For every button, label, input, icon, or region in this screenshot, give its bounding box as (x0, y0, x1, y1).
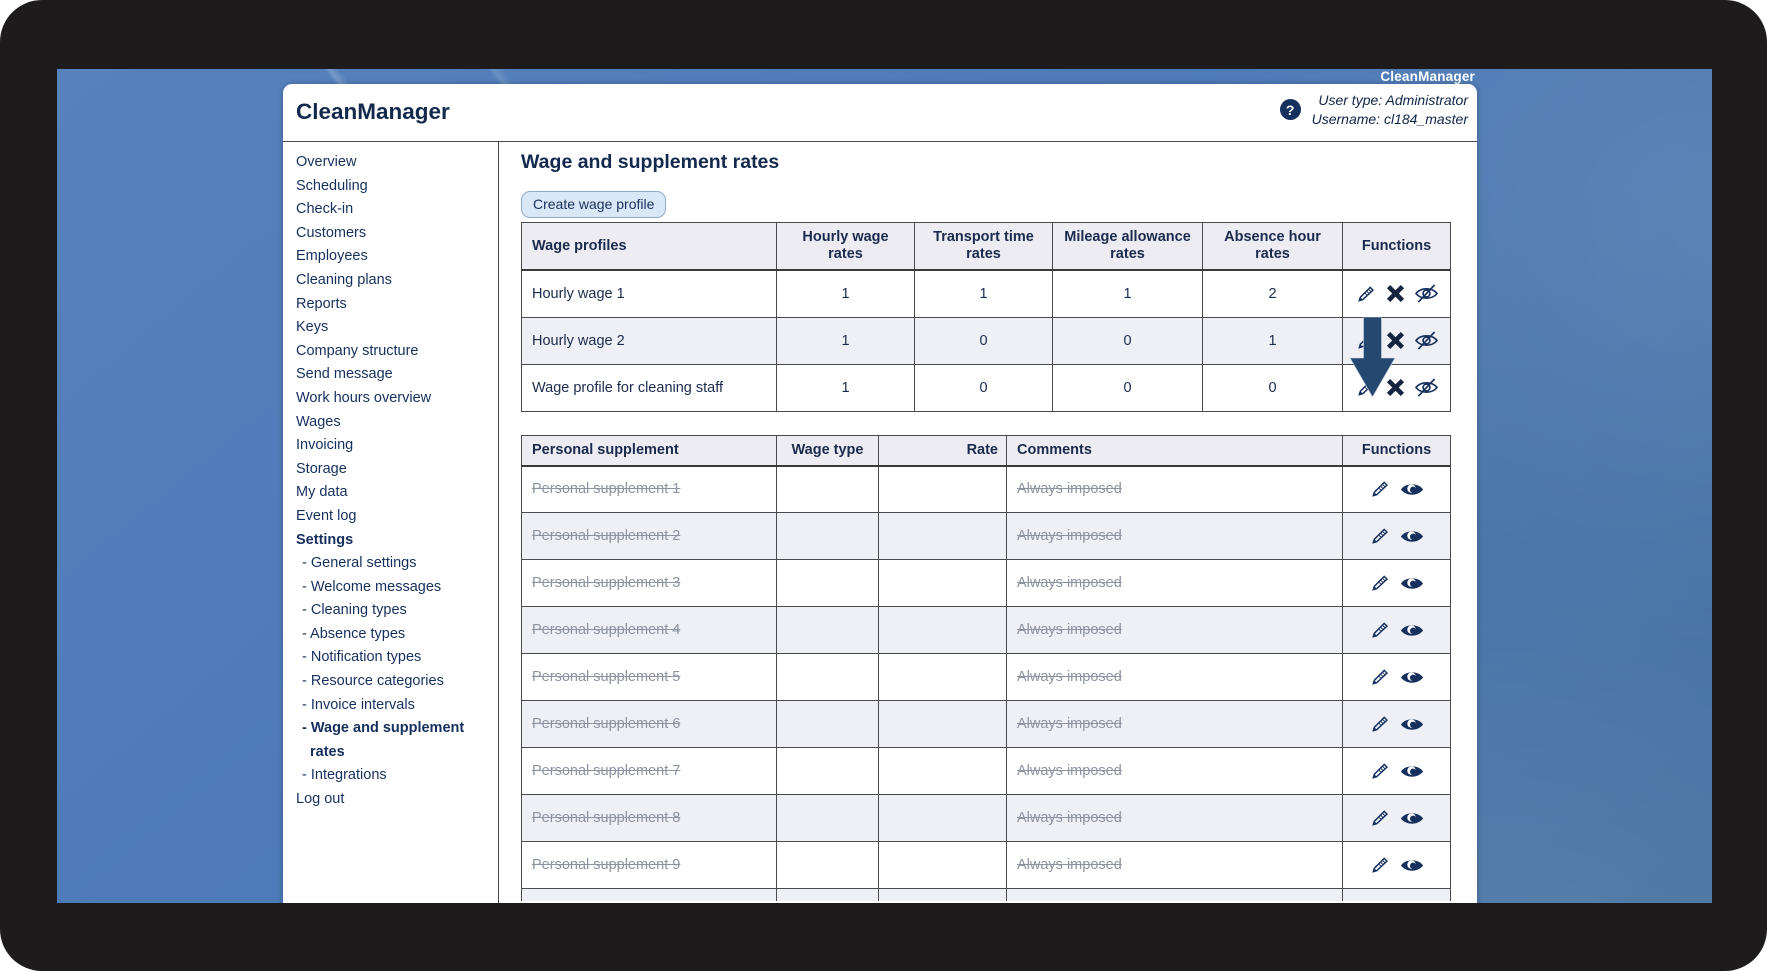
pencil-icon[interactable] (1369, 525, 1391, 547)
sidebar-item-company-structure[interactable]: Company structure (296, 342, 419, 359)
sidebar-item-keys[interactable]: Keys (296, 319, 329, 336)
supplement-name: Personal supplement 9 (532, 857, 681, 873)
col-absence-hour-rates: Absence hour rates (1203, 223, 1343, 271)
rate-cell (879, 607, 1007, 654)
transport-time-rates-value: 1 (915, 270, 1053, 317)
supplement-comment: Always imposed (1017, 857, 1122, 873)
table-row (522, 513, 1451, 560)
col-personal-supplement: Personal supplement (522, 435, 777, 466)
table-row (522, 270, 1451, 317)
rate-cell (879, 842, 1007, 889)
sidebar-item-cleaning-types[interactable]: - Cleaning types (302, 602, 407, 619)
sidebar-item-storage[interactable]: Storage (296, 460, 347, 477)
eye-icon[interactable] (1400, 809, 1424, 828)
eye-icon[interactable] (1400, 527, 1424, 546)
supplement-comment: Always imposed (1017, 763, 1122, 779)
personal-supplements-table (521, 435, 1451, 901)
pencil-icon[interactable] (1355, 377, 1377, 399)
rate-cell (879, 701, 1007, 748)
window-title: CleanManager (1380, 69, 1475, 84)
supplement-name: Personal supplement 3 (532, 575, 681, 591)
supplement-name: Personal supplement 2 (532, 528, 681, 544)
sidebar-item-notification-types[interactable]: - Notification types (302, 649, 422, 666)
rate-cell (879, 513, 1007, 560)
eye-icon[interactable] (1400, 480, 1424, 499)
eye-icon[interactable] (1400, 621, 1424, 640)
col-functions: Functions (1343, 223, 1451, 271)
supplement-comment: Always imposed (1017, 669, 1122, 685)
supplement-table-header-row (522, 435, 1451, 466)
eye-slash-icon[interactable] (1414, 330, 1439, 351)
eye-slash-icon[interactable] (1414, 377, 1439, 398)
hourly-wage-rates-value: 1 (777, 270, 915, 317)
supplement-name: Personal supplement 7 (532, 763, 681, 779)
sidebar-item-my-data[interactable]: My data (296, 484, 348, 501)
hourly-wage-rates-value: 1 (777, 317, 915, 364)
table-row (522, 317, 1451, 364)
table-row-partial (522, 889, 1451, 901)
table-row (522, 654, 1451, 701)
col-comments: Comments (1007, 435, 1343, 466)
help-icon[interactable]: ? (1280, 99, 1301, 120)
wage-profile-name: Hourly wage 1 (522, 270, 777, 317)
pencil-icon[interactable] (1369, 807, 1391, 829)
absence-hour-rates-value: 1 (1203, 317, 1343, 364)
app-header (283, 84, 1477, 142)
sidebar-item-wages[interactable]: Wages (296, 413, 341, 430)
eye-icon[interactable] (1400, 574, 1424, 593)
eye-slash-icon[interactable] (1414, 283, 1439, 304)
wage-type-cell (777, 842, 879, 889)
wage-profiles-table (521, 222, 1451, 412)
table-row (522, 607, 1451, 654)
wage-type-cell (777, 748, 879, 795)
col-functions: Functions (1343, 435, 1451, 466)
sidebar-item-settings[interactable]: Settings (296, 531, 354, 548)
supplement-comment: Always imposed (1017, 481, 1122, 498)
eye-icon[interactable] (1400, 762, 1424, 781)
wage-table-header-row (522, 223, 1451, 271)
sidebar-item-invoicing[interactable]: Invoicing (296, 437, 354, 454)
pencil-icon[interactable] (1369, 854, 1391, 876)
sidebar-item-check-in[interactable]: Check-in (296, 201, 354, 218)
app-logo: CleanManager (296, 99, 450, 124)
sidebar-item-invoice-intervals[interactable]: - Invoice intervals (302, 696, 415, 713)
wage-type-cell (777, 560, 879, 607)
pencil-icon[interactable] (1369, 713, 1391, 735)
app-window (283, 84, 1477, 903)
supplement-name: Personal supplement 1 (532, 481, 681, 498)
table-row (522, 560, 1451, 607)
desktop-background (57, 69, 1712, 903)
table-row (522, 748, 1451, 795)
pencil-icon[interactable] (1369, 478, 1391, 500)
x-delete-icon[interactable] (1386, 284, 1405, 303)
pencil-icon[interactable] (1369, 666, 1391, 688)
eye-icon[interactable] (1400, 856, 1424, 875)
sidebar-item-wage-and-supplement-rates[interactable]: - Wage and supplement rates (302, 720, 465, 760)
sidebar-item-general-settings[interactable]: - General settings (302, 555, 417, 572)
rate-cell (879, 560, 1007, 607)
sidebar-item-reports[interactable]: Reports (296, 295, 347, 312)
sidebar-item-absence-types[interactable]: - Absence types (302, 625, 406, 642)
supplement-name: Personal supplement 6 (532, 716, 681, 732)
sidebar-item-scheduling[interactable]: Scheduling (296, 177, 368, 194)
supplement-comment: Always imposed (1017, 528, 1122, 544)
username-label: Username: cl184_master (1311, 110, 1468, 127)
supplement-comment: Always imposed (1017, 575, 1122, 591)
wage-type-cell (777, 513, 879, 560)
wage-profile-name: Hourly wage 2 (522, 317, 777, 364)
supplement-comment: Always imposed (1017, 622, 1122, 638)
user-block (1280, 91, 1468, 128)
supplement-comment: Always imposed (1017, 716, 1122, 732)
supplement-name: Personal supplement 8 (532, 810, 681, 826)
pencil-icon[interactable] (1369, 572, 1391, 594)
pencil-icon[interactable] (1369, 619, 1391, 641)
mileage-allowance-rates-value: 0 (1053, 364, 1203, 411)
wage-type-cell (777, 607, 879, 654)
eye-icon[interactable] (1400, 668, 1424, 687)
page-title: Wage and supplement rates (521, 151, 780, 173)
col-hourly-wage-rates: Hourly wage rates (777, 223, 915, 271)
table-row (522, 364, 1451, 411)
main-content (499, 142, 1477, 903)
sidebar-item-log-out[interactable]: Log out (296, 791, 345, 808)
col-wage-profiles: Wage profiles (522, 223, 777, 271)
col-transport-time-rates: Transport time rates (915, 223, 1053, 271)
sidebar-item-overview[interactable]: Overview (296, 154, 357, 170)
rate-cell (879, 748, 1007, 795)
sidebar-item-customers[interactable]: Customers (296, 224, 367, 241)
supplement-comment: Always imposed (1017, 810, 1122, 826)
pencil-icon[interactable] (1355, 283, 1377, 305)
absence-hour-rates-value: 0 (1203, 364, 1343, 411)
sidebar-item-welcome-messages[interactable]: - Welcome messages (302, 578, 442, 595)
rate-cell (879, 466, 1007, 513)
pencil-icon[interactable] (1369, 760, 1391, 782)
absence-hour-rates-value: 2 (1203, 270, 1343, 317)
col-wage-type: Wage type (777, 435, 879, 466)
sidebar-item-integrations[interactable]: - Integrations (302, 767, 387, 784)
wage-type-cell (777, 466, 879, 513)
sidebar-item-employees[interactable]: Employees (296, 248, 368, 265)
mileage-allowance-rates-value: 1 (1053, 270, 1203, 317)
supplement-name: Personal supplement 5 (532, 669, 681, 685)
wage-type-cell (777, 795, 879, 842)
transport-time-rates-value: 0 (915, 317, 1053, 364)
rate-cell (879, 795, 1007, 842)
hourly-wage-rates-value: 1 (777, 364, 915, 411)
supplement-name: Personal supplement 4 (532, 622, 681, 638)
x-delete-icon[interactable] (1386, 378, 1405, 397)
wage-type-cell (777, 701, 879, 748)
sidebar-item-cleaning-plans[interactable]: Cleaning plans (296, 271, 392, 288)
rate-cell (879, 654, 1007, 701)
transport-time-rates-value: 0 (915, 364, 1053, 411)
eye-icon[interactable] (1400, 715, 1424, 734)
create-wage-profile-button[interactable]: Create wage profile (521, 191, 666, 218)
table-row (522, 795, 1451, 842)
x-delete-icon[interactable] (1386, 331, 1405, 350)
table-row (522, 842, 1451, 889)
user-info (1312, 91, 1468, 128)
wage-type-cell (777, 654, 879, 701)
table-row (522, 466, 1451, 513)
col-rate: Rate (879, 435, 1007, 466)
user-type-label: User type: Administrator (1318, 92, 1468, 108)
col-mileage-allowance-rates: Mileage allowance rates (1053, 223, 1203, 271)
sidebar-item-resource-categories[interactable]: - Resource categories (302, 673, 444, 690)
sidebar-item-event-log[interactable]: Event log (296, 507, 357, 524)
table-row (522, 701, 1451, 748)
sidebar-item-send-message[interactable]: Send message (296, 366, 393, 383)
sidebar-nav (283, 142, 499, 903)
pencil-icon[interactable] (1355, 330, 1377, 352)
sidebar-item-work-hours-overview[interactable]: Work hours overview (296, 389, 432, 406)
mileage-allowance-rates-value: 0 (1053, 317, 1203, 364)
wage-profile-name: Wage profile for cleaning staff (522, 364, 777, 411)
